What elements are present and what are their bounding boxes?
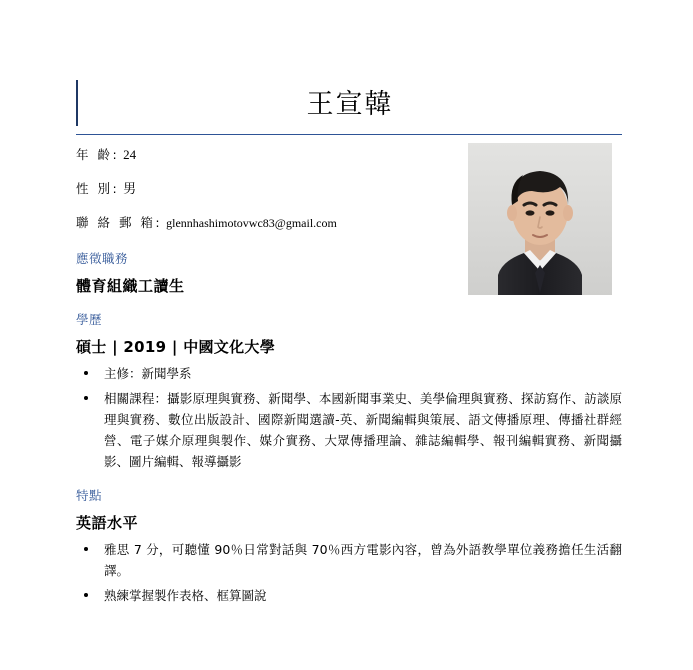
page-title: 王宣韓 bbox=[306, 89, 394, 120]
header-divider bbox=[76, 134, 622, 135]
contact-block bbox=[76, 147, 456, 231]
contact-row-age bbox=[76, 147, 456, 163]
contact-row-email bbox=[76, 215, 456, 231]
section-heading-objective: 應徵職務 bbox=[76, 251, 129, 266]
contact-value-age: 24 bbox=[123, 147, 137, 162]
portrait-photo-icon bbox=[468, 143, 612, 295]
contact-label-age: 年 齡: bbox=[76, 147, 120, 162]
contact-value-gender: 男 bbox=[123, 181, 137, 196]
document-header bbox=[76, 72, 622, 126]
skills-bullet-list bbox=[76, 539, 622, 606]
education-bullet-list bbox=[76, 363, 622, 472]
contact-label-email: 聯 絡 郵 箱: bbox=[76, 215, 163, 230]
contact-label-gender: 性 別: bbox=[76, 181, 120, 196]
contact-row-gender bbox=[76, 181, 456, 197]
list-item: 熟練掌握製作表格、框算圖說 bbox=[76, 585, 622, 606]
avatar bbox=[468, 143, 612, 295]
objective-position: 體育組織工讀生 bbox=[76, 277, 185, 295]
list-item: 主修：新聞學系 bbox=[76, 363, 622, 384]
list-item: 相關課程：攝影原理與實務、新聞學、本國新聞事業史、美學倫理與實務、探訪寫作、訪談原理與實務、數位出版設計、國際新聞選讀-英、新聞編輯與策展、語文傳播原理、傳播社群經營、電子媒介原理與製作、媒介實務、大眾傳播理論、雜誌編輯學、報刊編輯實務、新聞攝影、圖片編輯、報導攝影 bbox=[76, 388, 622, 472]
list-item: 雅思 7 分，可聽懂 90％日常對話與 70％西方電影內容，曾為外語教學單位義務擔任生活翻譯。 bbox=[76, 539, 622, 581]
education-degree-line: 碩士 | 2019 | 中國文化大學 bbox=[76, 338, 275, 356]
contact-value-email: glennhashimotovwc83@gmail.com bbox=[166, 216, 337, 230]
section-heading-skills: 特點 bbox=[76, 488, 103, 503]
section-heading-education: 學歷 bbox=[76, 312, 103, 327]
skills-subject-english: 英語水平 bbox=[76, 514, 139, 532]
